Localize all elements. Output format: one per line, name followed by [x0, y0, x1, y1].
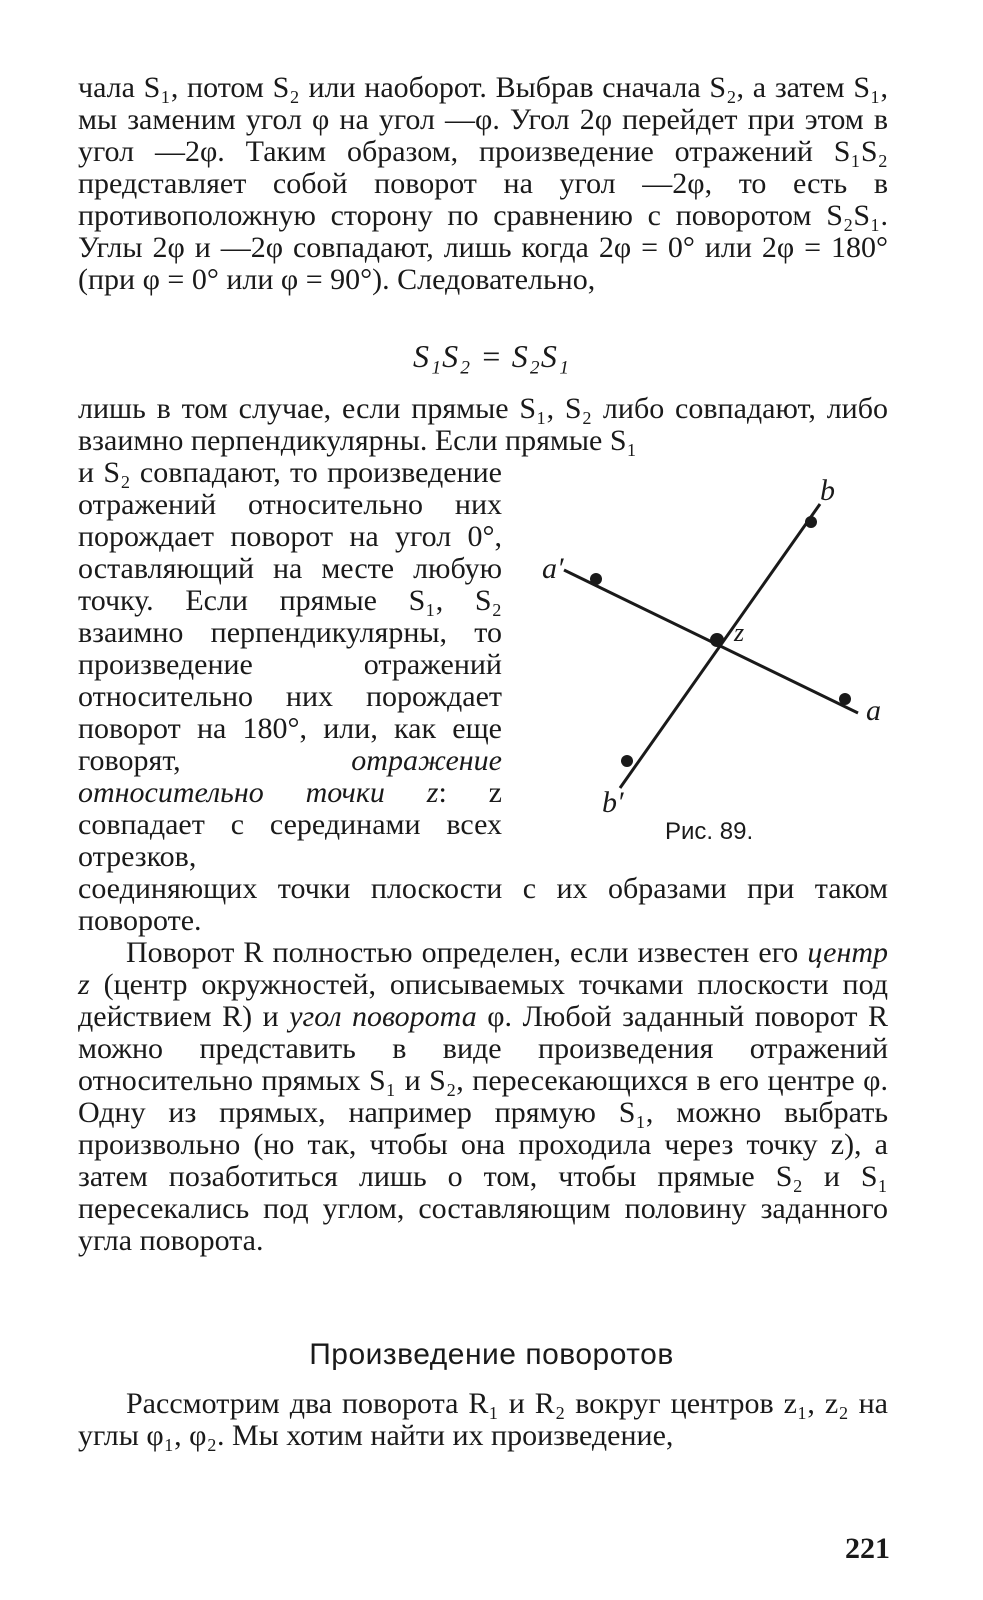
point-b [805, 516, 817, 528]
paragraph-2-wrapped [78, 457, 502, 873]
figure-caption: Рис. 89. [665, 818, 754, 845]
paragraph-4-text: Рассмотрим два поворота R₁ и R₂ вокруг центров z₁, z₂ на углы φ₁, φ₂. Мы хотим найти их произведение, [78, 1387, 888, 1452]
paragraph-2-text-a: и S₂ совпадают, то произведение отражений относительно них порождает поворот на угол 0°, оставляющий на месте любую точку. Если прямые S₁, S₂ взаимно перпендикулярны, то произведение отражений относительно них порождает поворот на 180°, или, как еще говорят, [78, 456, 502, 777]
paragraph-3 [78, 937, 888, 1257]
lines-diagram [520, 470, 920, 860]
point-a-prime [590, 573, 602, 585]
paragraph-3-text-b: (центр окружностей, описываемых точками плоскости под действием R) и [78, 968, 888, 1033]
paragraph-4 [78, 1388, 888, 1452]
label-b-prime: b′ [602, 786, 624, 819]
paragraph-2-intro [78, 393, 888, 457]
paragraph-2-tail-text: соединяющих точки плоскости с их образами при таком повороте. [78, 872, 888, 937]
paragraph-3-text-a: Поворот R полностью определен, если известен его [126, 936, 808, 969]
page-number: 221 [845, 1532, 890, 1565]
paragraph-2-text-b: : z совпадает с серединами всех отрезков, [78, 776, 502, 873]
rotation-angle-term: угол поворота [289, 1000, 477, 1033]
paragraph-2-intro-text: лишь в том случае, если прямые S₁, S₂ либо совпадают, либо взаимно перпендикулярны. Если прямые S₁ [78, 392, 888, 457]
paragraph-1-text: чала S₁, потом S₂ или наоборот. Выбрав сначала S₂, а затем S₁, мы заменим угол φ на угол —φ. Угол 2φ перейдет при этом в угол —2φ. Таким образом, произведение отражений S₁S₂ представляет собой поворот на угол —2φ, то есть в противоположную сторону по сравнению с поворотом S₂S₁. Углы 2φ и —2φ совпадают, лишь когда 2φ = 0° или 2φ = 180° (при φ = 0° или φ = 90°). Следовательно, [78, 71, 888, 296]
label-z: z [734, 618, 745, 647]
paragraph-2-tail [78, 873, 888, 937]
section-heading: Произведение поворотов [309, 1338, 674, 1371]
point-reflection-term: отражение относительно точки z [78, 744, 502, 809]
rotation-center-term: центр z [78, 936, 888, 1001]
label-b: b [820, 474, 835, 507]
label-a-prime: a′ [542, 552, 564, 585]
center-point-z [710, 633, 724, 647]
point-b-prime [621, 755, 633, 767]
point-a [839, 693, 851, 705]
figure-89 [520, 470, 920, 860]
formula-commutation: S₁S₂ = S₂S₁ [412, 338, 571, 374]
label-a: a [866, 694, 881, 727]
paragraph-3-text-c: φ. Любой заданный поворот R можно представить в виде произведения отражений относительно прямых S₁ и S₂, пересекающихся в его центре φ. Одну из прямых, например прямую S₁, можно выбрать произвольно (но так, чтобы она проходила через точку z), а затем позаботиться лишь о том, чтобы прямые S₂ и S₁ пересекались под углом, составляющим половину заданного угла поворота. [78, 1000, 888, 1257]
paragraph-1 [78, 72, 888, 296]
